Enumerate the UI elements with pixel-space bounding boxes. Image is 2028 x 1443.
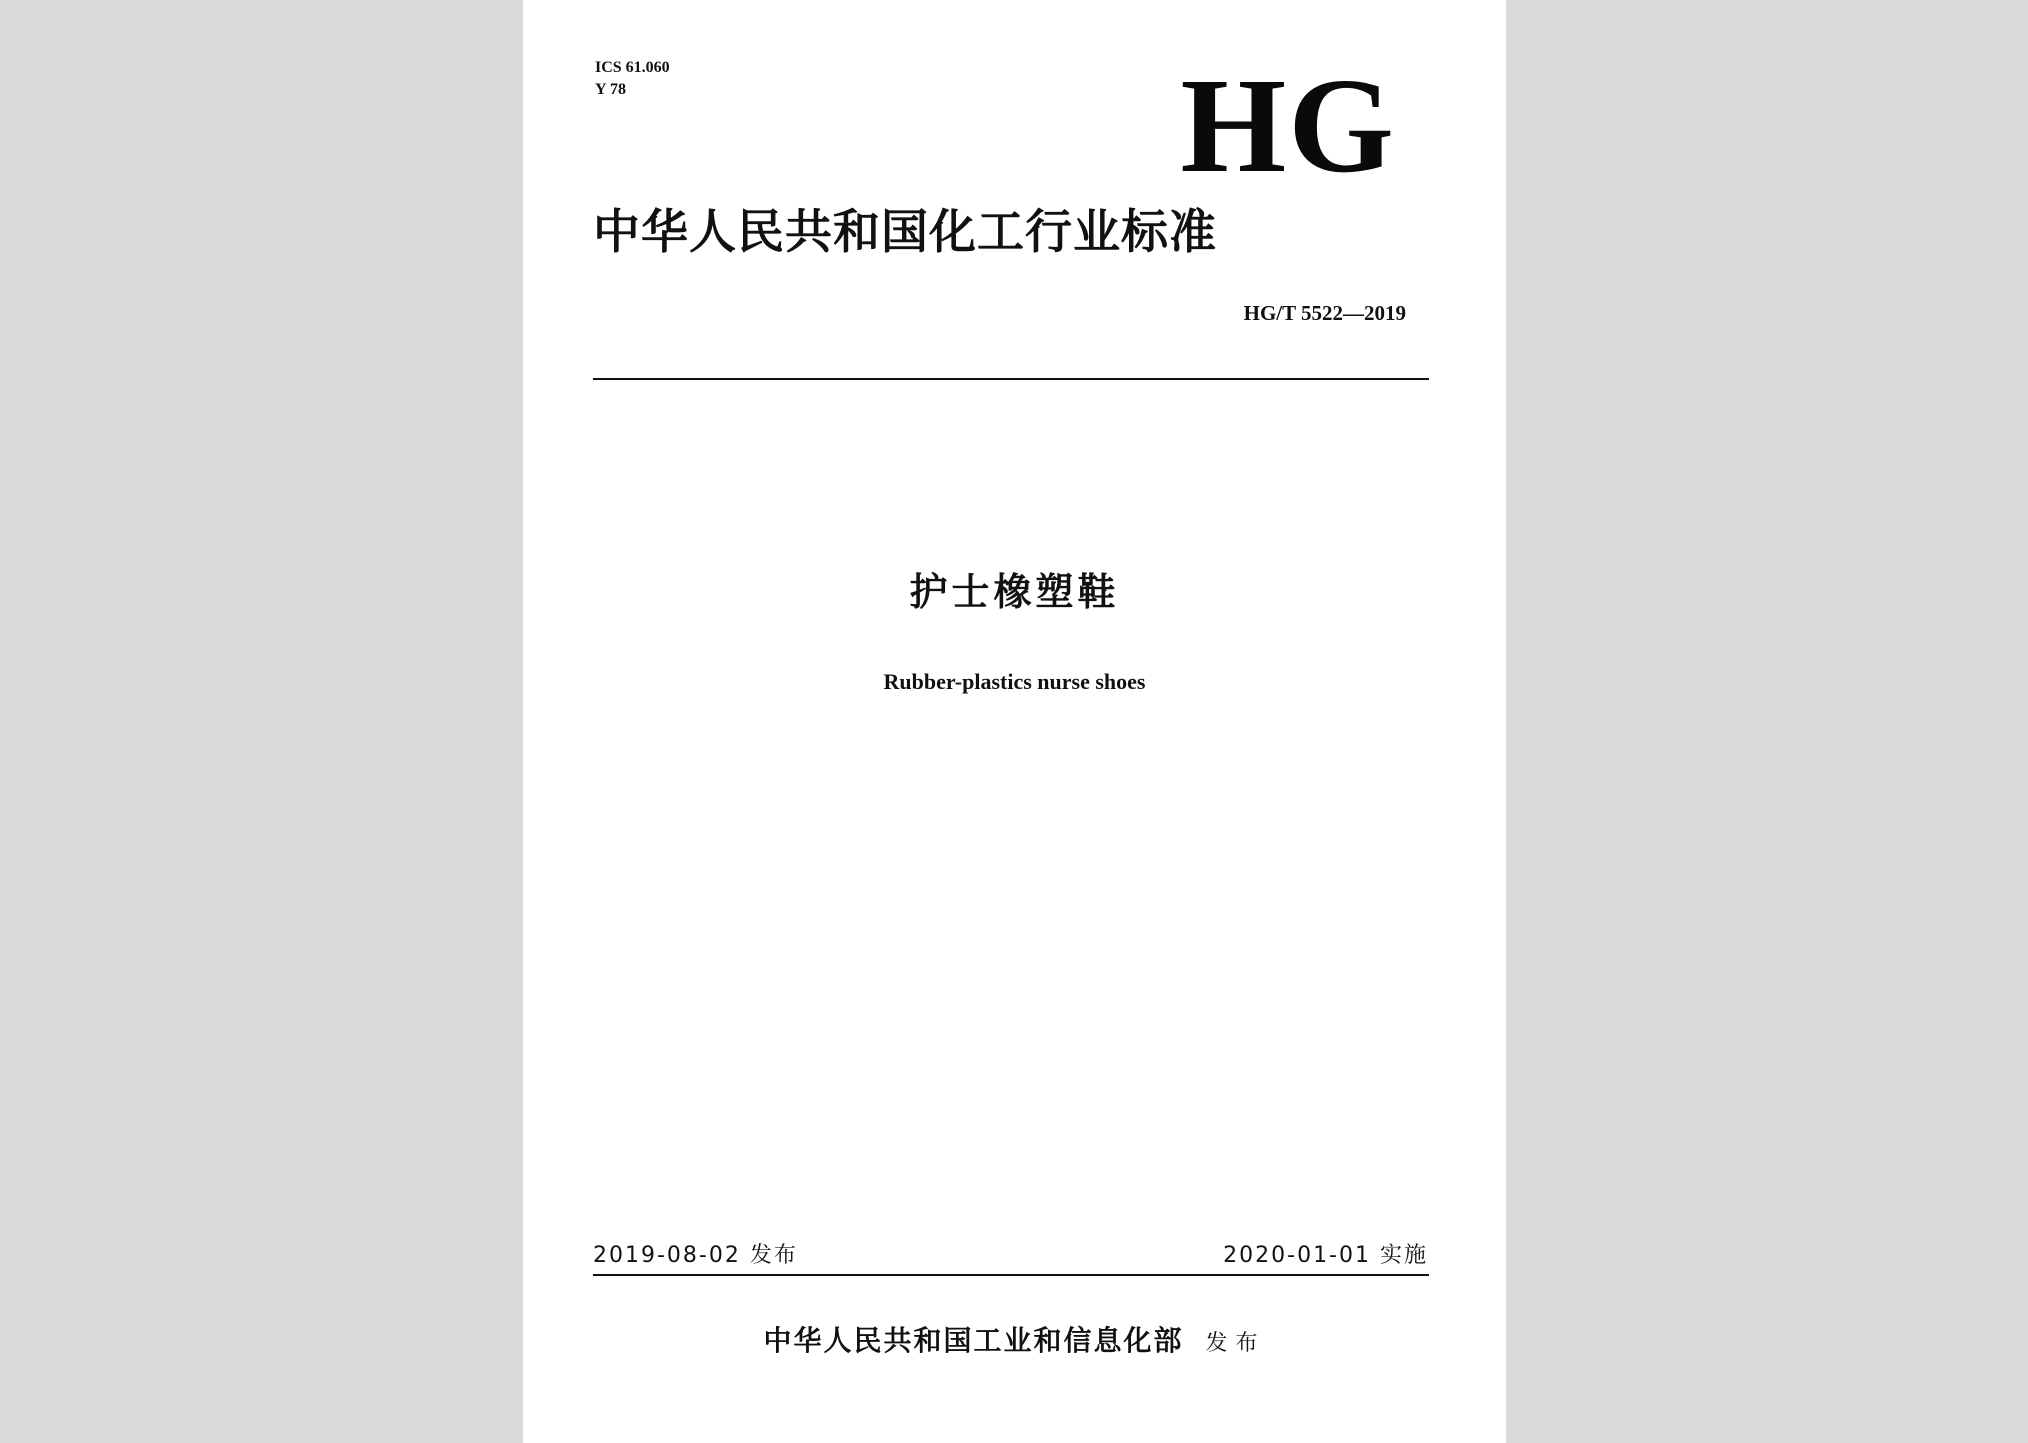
standard-title: 中华人民共和国化工行业标准: [593, 205, 1217, 260]
implement-date: 2020-01-01 实施: [1223, 1243, 1428, 1268]
document-title-english: Rubber-plastics nurse shoes: [883, 669, 1146, 694]
header-divider: [593, 378, 1429, 380]
ics-code: ICS 61.060: [595, 59, 670, 76]
issuer-line: [523, 1322, 1506, 1363]
document-title-chinese: 护士橡塑鞋: [909, 570, 1120, 614]
hg-logo: HG: [1180, 51, 1396, 201]
issue-action: 发布: [1205, 1331, 1266, 1356]
footer-divider: [593, 1274, 1429, 1276]
ccs-code: Y 78: [595, 81, 626, 98]
standard-code: HG/T 5522—2019: [1243, 301, 1406, 325]
publish-date: 2019-08-02 发布: [593, 1243, 798, 1268]
document-page: [523, 0, 1506, 1443]
issuing-organization: 中华人民共和国工业和信息化部: [763, 1324, 1184, 1357]
